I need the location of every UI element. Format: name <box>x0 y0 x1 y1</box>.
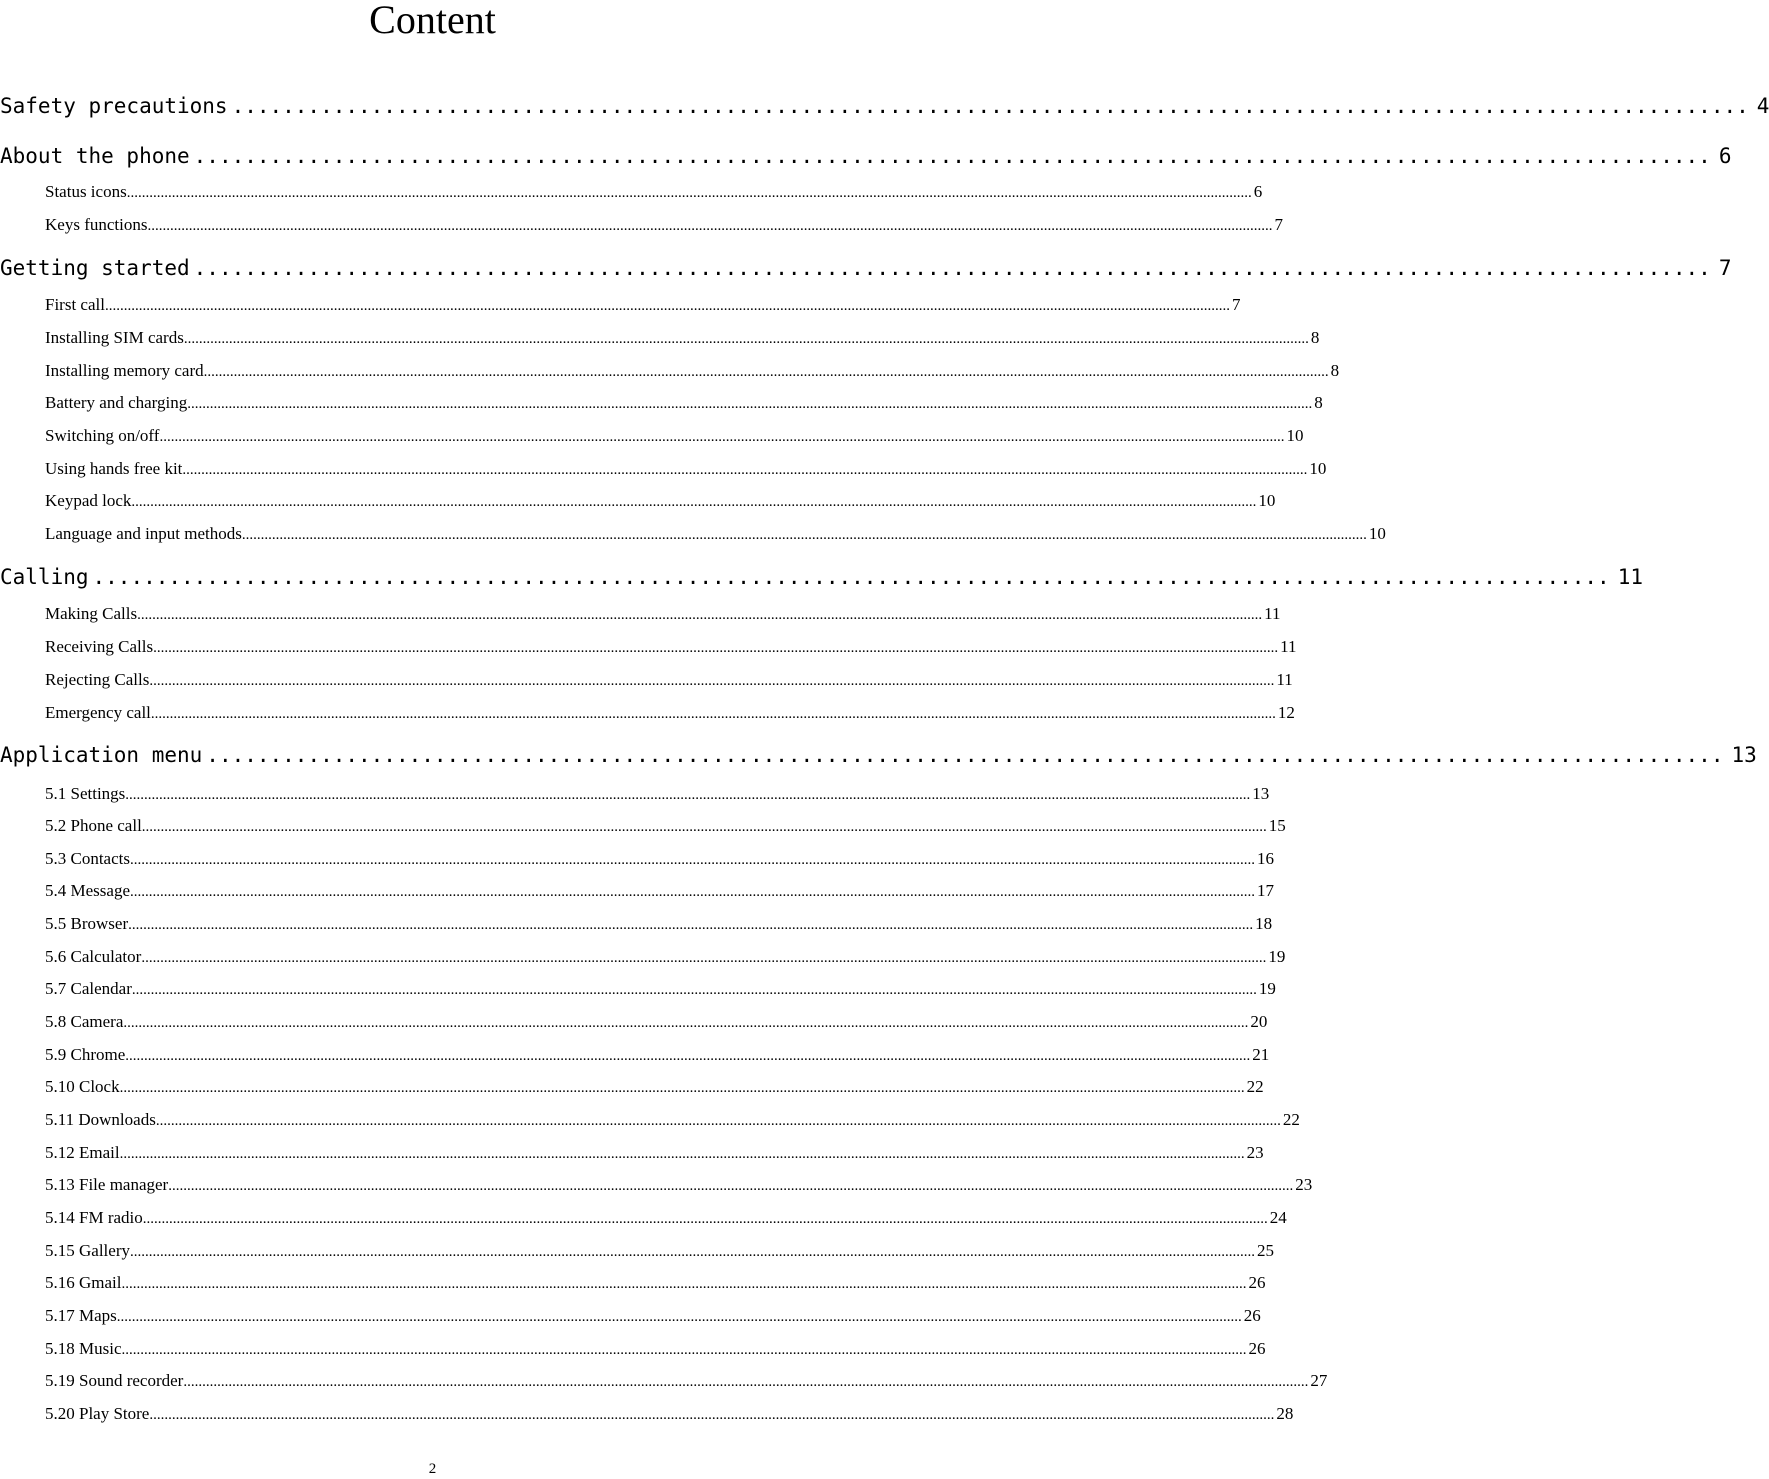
toc-section[interactable] <box>0 563 1643 591</box>
toc-subsection[interactable] <box>45 327 1320 349</box>
toc-subsection[interactable] <box>45 1207 1287 1229</box>
toc-subsection[interactable] <box>45 848 1274 870</box>
toc-entry-page: 25 <box>1256 1241 1274 1260</box>
toc-subsection[interactable] <box>45 360 1340 382</box>
toc-entry-label: Status icons <box>45 182 127 201</box>
toc-entry-label: Battery and charging <box>45 393 188 412</box>
toc-entry-label: Installing memory card <box>45 361 204 380</box>
toc-subsection[interactable] <box>45 815 1286 837</box>
toc-leader-dots: ............................................................................................................................................................................................................................................................................................................ <box>159 429 1285 445</box>
toc-leader-dots: ............................................................................................................................................................................................................................................................................................................ <box>116 1309 1242 1325</box>
toc-subsection[interactable] <box>45 392 1323 414</box>
toc-entry-page: 18 <box>1255 914 1273 933</box>
toc-entry-label: First call <box>45 295 105 314</box>
toc-leader-dots: ............................................................................................................................................................................................................................................................................................................ <box>123 1015 1249 1031</box>
toc-subsection[interactable] <box>45 1109 1300 1131</box>
toc-subsection[interactable] <box>45 458 1327 480</box>
toc-subsection[interactable] <box>45 702 1295 724</box>
toc-entry-label: Getting started <box>0 256 190 280</box>
toc-entry-page: 26 <box>1248 1339 1266 1358</box>
toc-subsection[interactable] <box>45 669 1293 691</box>
toc-entry-label: About the phone <box>0 144 190 168</box>
toc-subsection[interactable] <box>45 425 1304 447</box>
toc-subsection[interactable] <box>45 1338 1266 1360</box>
toc-entry-label: Receiving Calls <box>45 637 154 656</box>
toc-entry-label: Emergency call <box>45 703 151 722</box>
toc-entry-page: 8 <box>1314 393 1323 412</box>
toc-leader-dots: ............................................................................................................................................................................................................................................................................................................ <box>119 1146 1245 1162</box>
toc-leader-dots: ........................................................................................................................ <box>92 565 1610 589</box>
toc-entry-label: 5.20 Play Store <box>45 1404 150 1423</box>
toc-leader-dots: ............................................................................................................................................................................................................................................................................................................ <box>141 950 1267 966</box>
toc-subsection[interactable] <box>45 1044 1270 1066</box>
toc-subsection[interactable] <box>45 214 1283 236</box>
toc-subsection[interactable] <box>45 523 1386 545</box>
toc-leader-dots: ............................................................................................................................................................................................................................................................................................................ <box>183 1374 1309 1390</box>
toc-entry-page: 7 <box>1718 256 1732 280</box>
toc-entry-page: 10 <box>1258 491 1276 510</box>
toc-leader-dots: ............................................................................................................................................................................................................................................................................................................ <box>168 1178 1294 1194</box>
toc-entry-page: 17 <box>1256 881 1274 900</box>
toc-leader-dots: ............................................................................................................................................................................................................................................................................................................ <box>203 364 1329 380</box>
toc-section[interactable] <box>0 254 1732 282</box>
toc-entry-page: 22 <box>1246 1077 1264 1096</box>
toc-entry-page: 6 <box>1253 182 1263 201</box>
toc-entry-label: 5.7 Calendar <box>45 979 132 998</box>
toc-subsection[interactable] <box>45 1174 1313 1196</box>
toc-entry-label: Keys functions <box>45 215 148 234</box>
toc-entry-page: 8 <box>1330 361 1340 380</box>
toc-leader-dots: ............................................................................................................................................................................................................................................................................................................ <box>153 640 1279 656</box>
toc-entry-page: 11 <box>1264 604 1281 623</box>
toc-leader-dots: ............................................................................................................................................................................................................................................................................................................ <box>182 462 1308 478</box>
toc-leader-dots: ........................................................................................................................ <box>193 256 1711 280</box>
toc-leader-dots: ............................................................................................................................................................................................................................................................................................................ <box>130 852 1255 868</box>
toc-leader-dots: ............................................................................................................................................................................................................................................................................................................ <box>131 494 1257 510</box>
toc-section[interactable] <box>0 92 1769 120</box>
toc-leader-dots: ............................................................................................................................................................................................................................................................................................................ <box>121 1342 1247 1358</box>
toc-leader-dots: ............................................................................................................................................................................................................................................................................................................ <box>149 1407 1275 1423</box>
toc-entry-page: 22 <box>1282 1110 1300 1129</box>
toc-leader-dots: ............................................................................................................................................................................................................................................................................................................ <box>104 298 1230 314</box>
toc-entry-label: 5.16 Gmail <box>45 1273 122 1292</box>
toc-subsection[interactable] <box>45 490 1276 512</box>
toc-subsection[interactable] <box>45 913 1273 935</box>
toc-entry-page: 20 <box>1250 1012 1268 1031</box>
toc-entry-label: 5.6 Calculator <box>45 947 142 966</box>
toc-entry-label: Keypad lock <box>45 491 132 510</box>
toc-subsection[interactable] <box>45 1076 1264 1098</box>
toc-entry-page: 10 <box>1286 426 1304 445</box>
toc-leader-dots: ............................................................................................................................................................................................................................................................................................................ <box>141 819 1267 835</box>
toc-leader-dots: ........................................................................................................................ <box>206 743 1724 767</box>
toc-entry-label: Installing SIM cards <box>45 328 184 347</box>
toc-subsection[interactable] <box>45 1011 1268 1033</box>
page-number: 2 <box>428 1461 437 1477</box>
toc-entry-page: 24 <box>1269 1208 1287 1227</box>
toc-entry-label: 5.2 Phone call <box>45 816 142 835</box>
toc-entry-page: 26 <box>1243 1306 1261 1325</box>
toc-leader-dots: ............................................................................................................................................................................................................................................................................................................ <box>121 1276 1247 1292</box>
toc-subsection[interactable] <box>45 946 1286 968</box>
toc-leader-dots: ............................................................................................................................................................................................................................................................................................................ <box>187 396 1313 412</box>
toc-entry-page: 10 <box>1309 459 1327 478</box>
toc-subsection[interactable] <box>45 1142 1264 1164</box>
toc-entry-page: 16 <box>1257 849 1274 868</box>
toc-leader-dots: ............................................................................................................................................................................................................................................................................................................ <box>149 673 1275 689</box>
toc-leader-dots: ............................................................................................................................................................................................................................................................................................................ <box>241 527 1367 543</box>
toc-entry-label: Rejecting Calls <box>45 670 150 689</box>
toc-leader-dots: ............................................................................................................................................................................................................................................................................................................ <box>183 331 1309 347</box>
toc-entry-label: 5.17 Maps <box>45 1306 117 1325</box>
toc-entry-page: 19 <box>1268 947 1286 966</box>
toc-entry-page: 13 <box>1252 784 1270 803</box>
toc-entry-page: 28 <box>1276 1404 1294 1423</box>
toc-subsection[interactable] <box>45 1305 1261 1327</box>
toc-leader-dots: ............................................................................................................................................................................................................................................................................................................ <box>119 1080 1245 1096</box>
toc-subsection[interactable] <box>45 636 1297 658</box>
toc-subsection[interactable] <box>45 1403 1294 1425</box>
toc-entry-label: 5.19 Sound recorder <box>45 1371 184 1390</box>
toc-entry-page: 10 <box>1368 524 1386 543</box>
toc-entry-label: Calling <box>0 565 89 589</box>
toc-leader-dots: ............................................................................................................................................................................................................................................................................................................ <box>150 706 1276 722</box>
toc-entry-label: 5.12 Email <box>45 1143 120 1162</box>
toc-entry-label: 5.14 FM radio <box>45 1208 143 1227</box>
toc-entry-page: 4 <box>1756 94 1769 118</box>
toc-entry-label: Application menu <box>0 743 203 767</box>
toc-subsection[interactable] <box>45 1272 1266 1294</box>
toc-entry-page: 8 <box>1310 328 1320 347</box>
toc-subsection[interactable] <box>45 294 1241 316</box>
toc-entry-label: Safety precautions <box>0 94 228 118</box>
toc-entry-label: 5.10 Clock <box>45 1077 120 1096</box>
toc-entry-page: 21 <box>1252 1045 1270 1064</box>
toc-entry-page: 23 <box>1295 1175 1313 1194</box>
toc-entry-label: 5.9 Chrome <box>45 1045 126 1064</box>
toc-entry-page: 11 <box>1280 637 1297 656</box>
toc-entry-label: 5.15 Gallery <box>45 1241 130 1260</box>
toc-entry-label: 5.18 Music <box>45 1339 122 1358</box>
toc-entry-page: 15 <box>1268 816 1286 835</box>
toc-entry-page: 19 <box>1258 979 1276 998</box>
toc-entry-page: 6 <box>1718 144 1732 168</box>
toc-entry-label: Language and input methods <box>45 524 242 543</box>
toc-subsection[interactable] <box>45 1240 1274 1262</box>
toc-entry-page: 26 <box>1248 1273 1266 1292</box>
toc-entry-page: 11 <box>1276 670 1293 689</box>
toc-leader-dots: ............................................................................................................................................................................................................................................................................................................ <box>155 1113 1281 1129</box>
toc-subsection[interactable] <box>45 603 1281 625</box>
toc-entry-label: Using hands free kit <box>45 459 183 478</box>
toc-subsection[interactable] <box>45 1370 1328 1392</box>
toc-leader-dots: ............................................................................................................................................................................................................................................................................................................ <box>131 982 1257 998</box>
toc-entry-label: 5.8 Camera <box>45 1012 124 1031</box>
toc-entry-page: 7 <box>1231 295 1241 314</box>
toc-entry-page: 12 <box>1277 703 1295 722</box>
toc-entry-page: 11 <box>1617 565 1643 589</box>
toc-entry-page: 23 <box>1246 1143 1264 1162</box>
toc-subsection[interactable] <box>45 181 1263 203</box>
toc-leader-dots: ............................................................................................................................................................................................................................................................................................................ <box>128 917 1254 933</box>
toc-leader-dots: ............................................................................................................................................................................................................................................................................................................ <box>129 1244 1255 1260</box>
toc-leader-dots: ............................................................................................................................................................................................................................................................................................................ <box>129 884 1255 900</box>
toc-leader-dots: ........................................................................................................................ <box>231 94 1749 118</box>
toc-subsection[interactable] <box>45 978 1276 1000</box>
toc-leader-dots: ............................................................................................................................................................................................................................................................................................................ <box>125 1048 1251 1064</box>
page-title: Content <box>369 0 496 42</box>
toc-entry-label: 5.13 File manager <box>45 1175 169 1194</box>
toc-leader-dots: ............................................................................................................................................................................................................................................................................................................ <box>142 1211 1268 1227</box>
toc-entry-page: 27 <box>1310 1371 1328 1390</box>
toc-leader-dots: ............................................................................................................................................................................................................................................................................................................ <box>125 787 1251 803</box>
toc-entry-label: Making Calls <box>45 604 138 623</box>
toc-entry-label: 5.11 Downloads <box>45 1110 156 1129</box>
toc-entry-label: Switching on/off <box>45 426 160 445</box>
toc-entry-label: 5.1 Settings <box>45 784 126 803</box>
toc-subsection[interactable] <box>45 880 1274 902</box>
toc-leader-dots: ............................................................................................................................................................................................................................................................................................................ <box>147 218 1273 234</box>
toc-leader-dots: ........................................................................................................................ <box>193 144 1711 168</box>
toc-entry-label: 5.3 Contacts <box>45 849 130 868</box>
toc-entry-label: 5.4 Message <box>45 881 130 900</box>
toc-leader-dots: ............................................................................................................................................................................................................................................................................................................ <box>126 185 1252 201</box>
toc-leader-dots: ............................................................................................................................................................................................................................................................................................................ <box>137 607 1263 623</box>
toc-section[interactable] <box>0 741 1757 769</box>
toc-entry-page: 7 <box>1274 215 1283 234</box>
toc-entry-page: 13 <box>1731 743 1757 767</box>
toc-entry-label: 5.5 Browser <box>45 914 129 933</box>
toc-section[interactable] <box>0 142 1732 170</box>
toc-subsection[interactable] <box>45 783 1270 805</box>
